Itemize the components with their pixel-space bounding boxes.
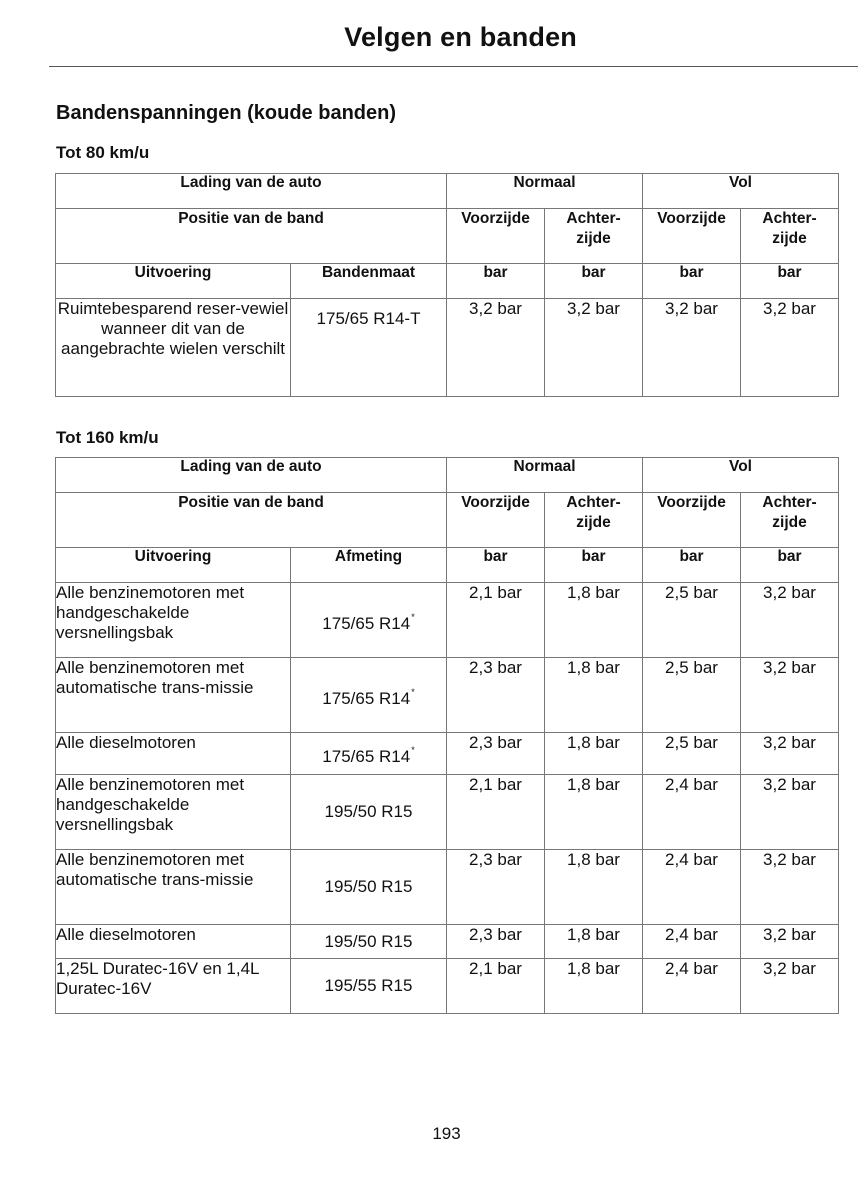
- header-normal: Normaal: [447, 174, 643, 209]
- table-row: [56, 959, 839, 1014]
- table-row: [56, 583, 839, 658]
- cell-pressure: 2,4 bar: [643, 925, 741, 959]
- page-title: Velgen en banden: [344, 22, 577, 52]
- table-row: [56, 925, 839, 959]
- header-unit: bar: [545, 548, 643, 583]
- header-normal: Normaal: [447, 458, 643, 493]
- header-unit: bar: [447, 264, 545, 299]
- header-variant: Uitvoering: [56, 264, 291, 299]
- cell-pressure: 1,8 bar: [545, 925, 643, 959]
- footnote-mark: *: [411, 745, 415, 755]
- cell-pressure: 2,1 bar: [447, 959, 545, 1014]
- cell-pressure: 2,4 bar: [643, 959, 741, 1014]
- header-front-normal: Voorzijde: [447, 493, 545, 548]
- page-number: 193: [432, 1124, 461, 1143]
- cell-pressure: 3,2 bar: [741, 775, 839, 850]
- cell-pressure: 2,5 bar: [643, 583, 741, 658]
- cell-pressure: 1,8 bar: [545, 775, 643, 850]
- cell-pressure: 2,5 bar: [643, 733, 741, 775]
- header-front-normal: Voorzijde: [447, 209, 545, 264]
- cell-pressure: 3,2 bar: [741, 925, 839, 959]
- cell-pressure: 2,3 bar: [447, 658, 545, 733]
- cell-pressure: 1,8 bar: [545, 733, 643, 775]
- cell-pressure: 2,4 bar: [643, 775, 741, 850]
- cell-pressure: 2,5 bar: [643, 658, 741, 733]
- cell-tyre-size: [291, 775, 447, 850]
- header-position: Positie van de band: [56, 209, 447, 264]
- cell-pressure: 2,3 bar: [447, 850, 545, 925]
- cell-pressure: 2,1 bar: [447, 583, 545, 658]
- header-rear-normal: Achter- zijde: [545, 493, 643, 548]
- tyre-size-value: 175/65 R14: [322, 613, 411, 633]
- cell-pressure: 2,1 bar: [447, 775, 545, 850]
- cell-pressure: 2,3 bar: [447, 925, 545, 959]
- cell-tyre-size: [291, 959, 447, 1014]
- cell-tyre-size: [291, 299, 447, 397]
- cell-variant: Ruimtebesparend reser-vewiel wanneer dit van de aangebrachte wielen verschilt: [56, 299, 291, 397]
- cell-pressure: 3,2 bar: [741, 850, 839, 925]
- tyre-size-value: 195/50 R15: [324, 931, 413, 951]
- cell-variant: Alle benzinemotoren met automatische trans-missie: [56, 658, 291, 733]
- title-divider: [49, 66, 858, 67]
- cell-pressure: 3,2 bar: [741, 583, 839, 658]
- header-load: Lading van de auto: [56, 174, 447, 209]
- cell-pressure: 2,4 bar: [643, 850, 741, 925]
- cell-tyre-size: [291, 658, 447, 733]
- tyre-size-value: 175/65 R14-T: [316, 309, 421, 328]
- header-variant: Uitvoering: [56, 548, 291, 583]
- cell-pressure: 1,8 bar: [545, 658, 643, 733]
- footnote-mark: *: [411, 686, 415, 697]
- table2-heading: Tot 160 km/u: [56, 428, 159, 447]
- cell-variant: Alle benzinemotoren met automatische trans-missie: [56, 850, 291, 925]
- header-full: Vol: [643, 174, 839, 209]
- table-row: [56, 658, 839, 733]
- header-full: Vol: [643, 458, 839, 493]
- tyre-pressure-table-160: [55, 457, 839, 1014]
- cell-variant: Alle benzinemotoren met handgeschakelde versnellingsbak: [56, 583, 291, 658]
- table-row: [56, 850, 839, 925]
- cell-variant: 1,25L Duratec-16V en 1,4L Duratec-16V: [56, 959, 291, 1014]
- tyre-size-value: 195/55 R15: [324, 976, 413, 995]
- header-unit: bar: [643, 548, 741, 583]
- header-position: Positie van de band: [56, 493, 447, 548]
- cell-variant: Alle dieselmotoren: [56, 733, 291, 775]
- cell-pressure: 3,2 bar: [447, 299, 545, 397]
- header-size: Afmeting: [291, 548, 447, 583]
- cell-tyre-size: [291, 925, 447, 959]
- header-unit: bar: [741, 264, 839, 299]
- header-unit: bar: [545, 264, 643, 299]
- cell-pressure: 3,2 bar: [741, 658, 839, 733]
- header-rear-full: Achter- zijde: [741, 209, 839, 264]
- tyre-size-value: 195/50 R15: [324, 802, 413, 821]
- cell-tyre-size: [291, 733, 447, 775]
- tyre-size-value: 195/50 R15: [324, 877, 413, 896]
- cell-pressure: 1,8 bar: [545, 583, 643, 658]
- header-rear-normal: Achter- zijde: [545, 209, 643, 264]
- tyre-size-value: 175/65 R14: [322, 747, 411, 766]
- header-front-full: Voorzijde: [643, 493, 741, 548]
- cell-pressure: 3,2 bar: [643, 299, 741, 397]
- cell-tyre-size: [291, 850, 447, 925]
- cell-variant: Alle benzinemotoren met handgeschakelde versnellingsbak: [56, 775, 291, 850]
- header-load: Lading van de auto: [56, 458, 447, 493]
- header-front-full: Voorzijde: [643, 209, 741, 264]
- cell-pressure: 3,2 bar: [741, 299, 839, 397]
- table-row: [56, 299, 839, 397]
- cell-variant: Alle dieselmotoren: [56, 925, 291, 959]
- section-heading: Bandenspanningen (koude banden): [56, 102, 397, 124]
- cell-tyre-size: [291, 583, 447, 658]
- header-unit: bar: [643, 264, 741, 299]
- table1-heading: Tot 80 km/u: [56, 143, 150, 162]
- header-rear-full: Achter- zijde: [741, 493, 839, 548]
- cell-pressure: 3,2 bar: [741, 959, 839, 1014]
- header-size: Bandenmaat: [291, 264, 447, 299]
- cell-pressure: 1,8 bar: [545, 959, 643, 1014]
- footnote-mark: *: [411, 611, 415, 622]
- tyre-size-value: 175/65 R14: [322, 688, 411, 708]
- cell-pressure: 1,8 bar: [545, 850, 643, 925]
- table-row: [56, 775, 839, 850]
- tyre-pressure-table-80: [55, 173, 839, 397]
- cell-pressure: 3,2 bar: [741, 733, 839, 775]
- header-unit: bar: [741, 548, 839, 583]
- header-unit: bar: [447, 548, 545, 583]
- table-row: [56, 733, 839, 775]
- cell-pressure: 3,2 bar: [545, 299, 643, 397]
- cell-pressure: 2,3 bar: [447, 733, 545, 775]
